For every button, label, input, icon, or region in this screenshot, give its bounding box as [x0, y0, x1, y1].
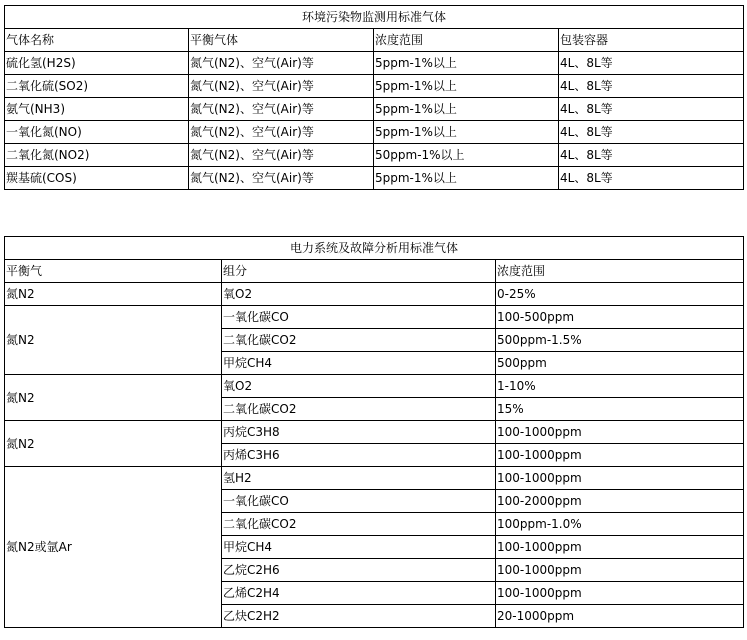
component-cell: 一氧化碳CO	[222, 306, 496, 329]
table-cell: 50ppm-1%以上	[374, 144, 559, 167]
concentration-cell: 1-10%	[496, 375, 744, 398]
table-cell: 5ppm-1%以上	[374, 98, 559, 121]
concentration-cell: 100-2000ppm	[496, 490, 744, 513]
balance-gas-cell: 氮N2	[5, 306, 222, 375]
table-row	[5, 75, 744, 98]
component-cell: 氢H2	[222, 467, 496, 490]
concentration-cell: 100-500ppm	[496, 306, 744, 329]
table-cell: 5ppm-1%以上	[374, 52, 559, 75]
table-cell: 4L、8L等	[559, 52, 744, 75]
table-cell: 5ppm-1%以上	[374, 167, 559, 190]
concentration-cell: 100-1000ppm	[496, 421, 744, 444]
table-row	[5, 52, 744, 75]
concentration-cell: 500ppm	[496, 352, 744, 375]
table-cell: 硫化氢(H2S)	[5, 52, 189, 75]
table-row	[5, 98, 744, 121]
table-row	[5, 144, 744, 167]
table-cell: 氨气(NH3)	[5, 98, 189, 121]
concentration-cell: 100ppm-1.0%	[496, 513, 744, 536]
component-cell: 氧O2	[222, 283, 496, 306]
component-cell: 二氧化碳CO2	[222, 398, 496, 421]
balance-gas-cell: 氮N2或氩Ar	[5, 467, 222, 628]
table-cell: 氮气(N2)、空气(Air)等	[189, 167, 374, 190]
table-cell: 二氧化硫(SO2)	[5, 75, 189, 98]
table-cell: 氮气(N2)、空气(Air)等	[189, 121, 374, 144]
power-system-gas-table	[4, 236, 744, 628]
column-header: 浓度范围	[496, 260, 744, 283]
concentration-cell: 100-1000ppm	[496, 467, 744, 490]
environmental-gas-table	[4, 5, 744, 190]
table-cell: 氮气(N2)、空气(Air)等	[189, 98, 374, 121]
component-cell: 二氧化碳CO2	[222, 513, 496, 536]
table-title-row	[5, 6, 744, 29]
table-cell: 4L、8L等	[559, 167, 744, 190]
table-row	[5, 167, 744, 190]
column-header: 浓度范围	[374, 29, 559, 52]
table-title: 电力系统及故障分析用标准气体	[5, 237, 744, 260]
component-cell: 乙烯C2H4	[222, 582, 496, 605]
concentration-cell: 15%	[496, 398, 744, 421]
table-cell: 氮气(N2)、空气(Air)等	[189, 75, 374, 98]
table-cell: 4L、8L等	[559, 144, 744, 167]
concentration-cell: 20-1000ppm	[496, 605, 744, 628]
balance-gas-cell: 氮N2	[5, 283, 222, 306]
component-cell: 甲烷CH4	[222, 536, 496, 559]
balance-gas-cell: 氮N2	[5, 375, 222, 421]
table-cell: 二氧化氮(NO2)	[5, 144, 189, 167]
column-header: 包装容器	[559, 29, 744, 52]
component-cell: 甲烷CH4	[222, 352, 496, 375]
component-cell: 二氧化碳CO2	[222, 329, 496, 352]
column-header: 平衡气体	[189, 29, 374, 52]
component-cell: 丙烯C3H6	[222, 444, 496, 467]
concentration-cell: 100-1000ppm	[496, 444, 744, 467]
table-header-row	[5, 260, 744, 283]
column-header: 组分	[222, 260, 496, 283]
column-header: 气体名称	[5, 29, 189, 52]
concentration-cell: 100-1000ppm	[496, 559, 744, 582]
table-cell: 4L、8L等	[559, 121, 744, 144]
table-cell: 5ppm-1%以上	[374, 121, 559, 144]
component-cell: 乙烷C2H6	[222, 559, 496, 582]
table-title: 环境污染物监测用标准气体	[5, 6, 744, 29]
table-cell: 5ppm-1%以上	[374, 75, 559, 98]
table-row	[5, 375, 744, 398]
component-cell: 氧O2	[222, 375, 496, 398]
table-cell: 羰基硫(COS)	[5, 167, 189, 190]
balance-gas-cell: 氮N2	[5, 421, 222, 467]
table-row	[5, 121, 744, 144]
table-cell: 一氧化氮(NO)	[5, 121, 189, 144]
component-cell: 乙炔C2H2	[222, 605, 496, 628]
component-cell: 丙烷C3H8	[222, 421, 496, 444]
concentration-cell: 0-25%	[496, 283, 744, 306]
table-header-row	[5, 29, 744, 52]
table-row	[5, 467, 744, 490]
table-cell: 氮气(N2)、空气(Air)等	[189, 144, 374, 167]
table-cell: 氮气(N2)、空气(Air)等	[189, 52, 374, 75]
concentration-cell: 500ppm-1.5%	[496, 329, 744, 352]
table-title-row	[5, 237, 744, 260]
table-row	[5, 283, 744, 306]
table-cell: 4L、8L等	[559, 75, 744, 98]
column-header: 平衡气	[5, 260, 222, 283]
concentration-cell: 100-1000ppm	[496, 536, 744, 559]
concentration-cell: 100-1000ppm	[496, 582, 744, 605]
table-row	[5, 306, 744, 329]
table-row	[5, 421, 744, 444]
component-cell: 一氧化碳CO	[222, 490, 496, 513]
table-cell: 4L、8L等	[559, 98, 744, 121]
